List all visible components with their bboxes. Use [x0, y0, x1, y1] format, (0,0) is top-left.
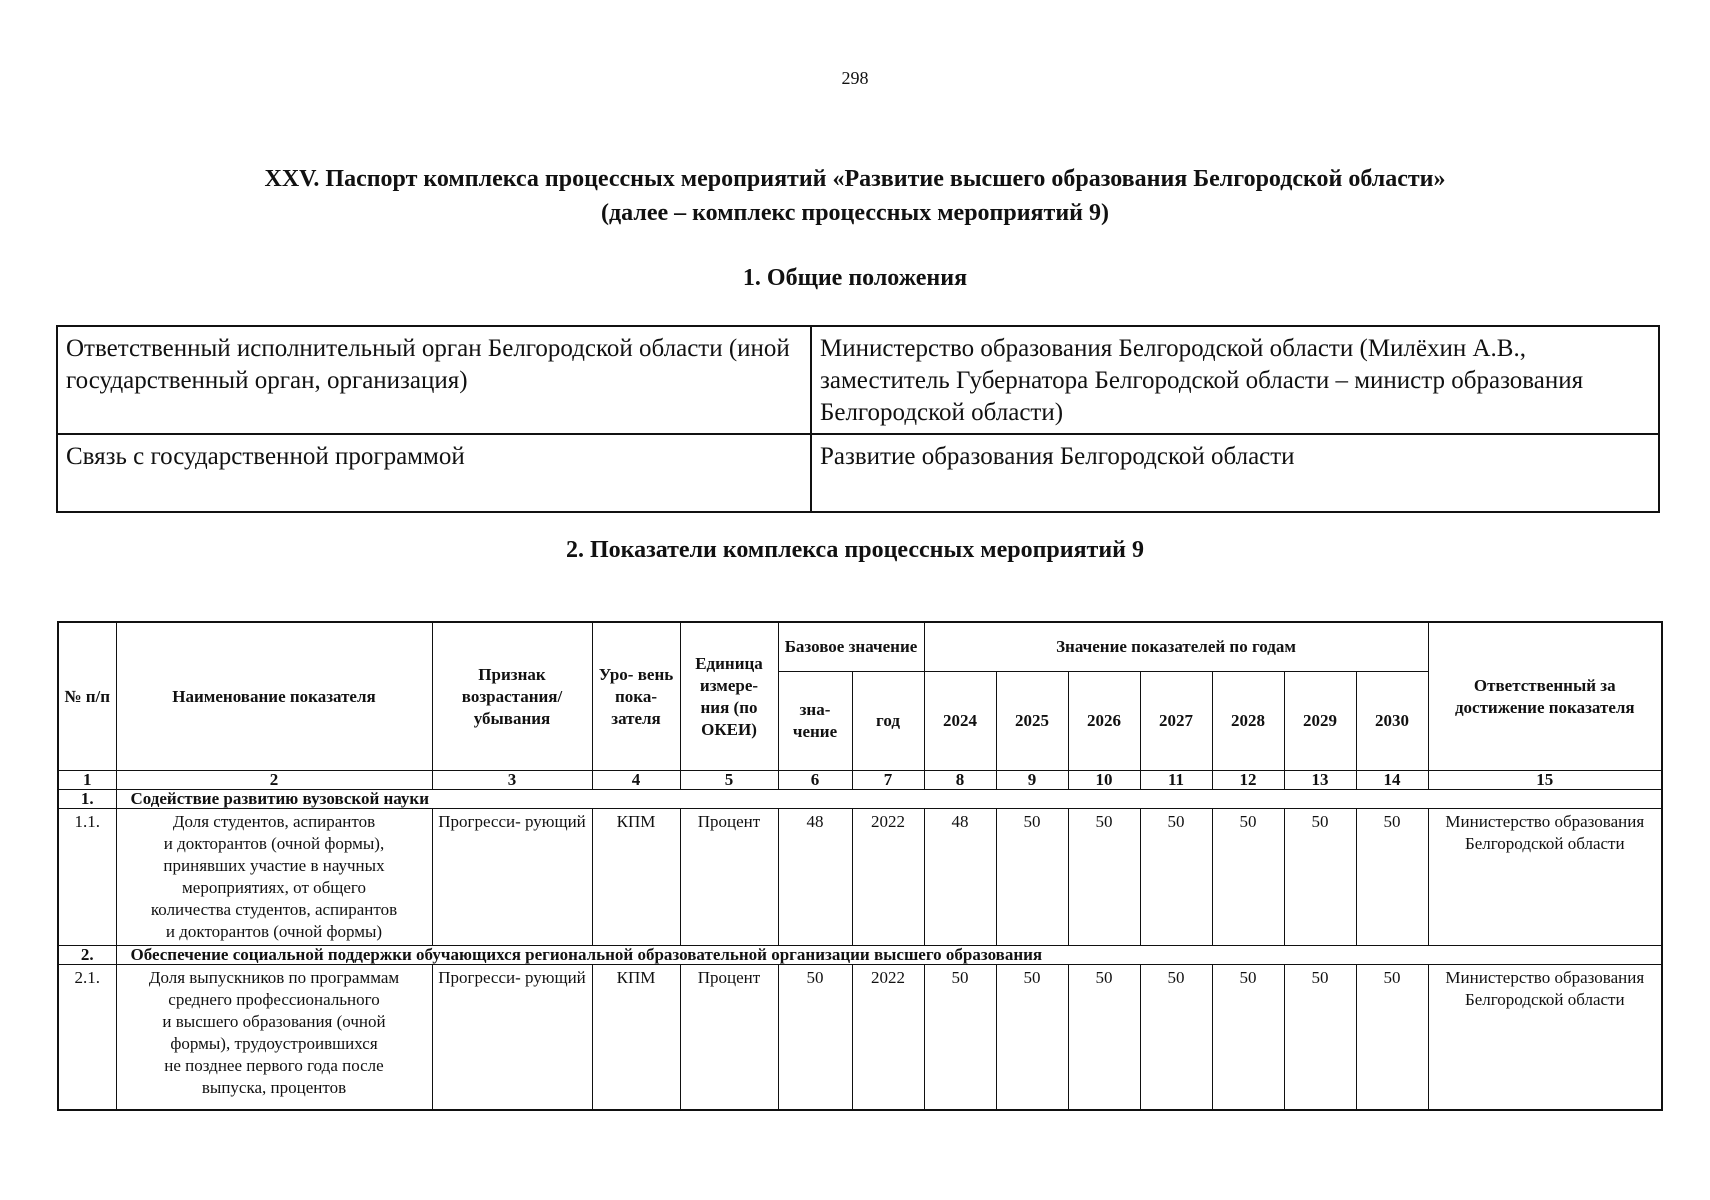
column-number: 2 [116, 771, 432, 790]
header-num: № п/п [58, 622, 116, 771]
table-row [58, 809, 1662, 946]
year-value: 50 [1356, 809, 1428, 946]
indicator-name-line: формы), трудоустроившихся [170, 1034, 378, 1053]
section-number: 2. [58, 946, 116, 965]
base-year: 2022 [852, 965, 924, 1111]
year-value: 50 [1356, 965, 1428, 1111]
header-year: 2026 [1068, 672, 1140, 771]
header-base-value: зна- чение [778, 672, 852, 771]
header-level: Уро- вень пока- зателя [592, 622, 680, 771]
indicator-name-line: Доля студентов, аспирантов [172, 812, 376, 831]
column-number: 3 [432, 771, 592, 790]
program-link-label: Связь с государственной программой [57, 434, 811, 512]
section-row [58, 790, 1662, 809]
column-number: 14 [1356, 771, 1428, 790]
base-year: 2022 [852, 809, 924, 946]
indicator-name-line: среднего профессионального [168, 990, 380, 1009]
column-number: 12 [1212, 771, 1284, 790]
section-title: Обеспечение социальной поддержки обучающихся региональной образовательной организации высшего образования [116, 946, 1662, 965]
header-years-group: Значение показателей по годам [924, 622, 1428, 672]
responsible-body-value: Министерство образования Белгородской области (Милёхин А.В., заместитель Губернатора Белгородской области – министр образования Белгородской области) [811, 326, 1659, 434]
indicator-name-line: и докторантов (очной формы), [163, 834, 385, 853]
section-title: Содействие развитию вузовской науки [116, 790, 1662, 809]
row-number: 2.1. [58, 965, 116, 1111]
column-number: 5 [680, 771, 778, 790]
indicator-sign: Прогресси- рующий [432, 965, 592, 1111]
header-year: 2028 [1212, 672, 1284, 771]
year-value: 50 [1212, 965, 1284, 1111]
page-title [0, 162, 1710, 230]
indicator-name [116, 965, 432, 1111]
table-header-row [58, 622, 1662, 672]
column-number: 6 [778, 771, 852, 790]
header-sign: Признак возрастания/ убывания [432, 622, 592, 771]
indicator-name-line: выпуска, процентов [201, 1078, 347, 1097]
indicator-name-line: и высшего образования (очной [162, 1012, 386, 1031]
table-row [57, 434, 1659, 512]
year-value: 50 [1212, 809, 1284, 946]
column-number: 9 [996, 771, 1068, 790]
year-value: 50 [1068, 965, 1140, 1111]
year-value: 50 [1284, 809, 1356, 946]
table-row [57, 326, 1659, 434]
year-value: 48 [924, 809, 996, 946]
header-year: 2024 [924, 672, 996, 771]
page-title-line-2: (далее – комплекс процессных мероприятий 9) [601, 200, 1109, 226]
year-value: 50 [1140, 809, 1212, 946]
indicator-name-line: не позднее первого года после [164, 1056, 384, 1075]
page-title-line-1: XXV. Паспорт комплекса процессных мероприятий «Развитие высшего образования Белгородской области» [264, 166, 1446, 192]
indicators-table [57, 621, 1663, 1111]
indicator-name-line: и докторантов (очной формы) [165, 922, 383, 941]
indicator-level: КПМ [592, 965, 680, 1111]
indicator-name-line: количества студентов, аспирантов [150, 900, 398, 919]
header-year: 2029 [1284, 672, 1356, 771]
header-year: 2025 [996, 672, 1068, 771]
table-row [58, 965, 1662, 1111]
indicator-level: КПМ [592, 809, 680, 946]
responsible: Министерство образования Белгородской области [1428, 809, 1662, 946]
year-value: 50 [996, 965, 1068, 1111]
column-number: 4 [592, 771, 680, 790]
column-number: 13 [1284, 771, 1356, 790]
section-row [58, 946, 1662, 965]
page-number: 298 [841, 68, 869, 88]
header-responsible: Ответственный за достижение показателя [1428, 622, 1662, 771]
program-link-value: Развитие образования Белгородской области [811, 434, 1659, 512]
section-number: 1. [58, 790, 116, 809]
header-name: Наименование показателя [116, 622, 432, 771]
header-unit: Единица измере- ния (по ОКЕИ) [680, 622, 778, 771]
year-value: 50 [924, 965, 996, 1111]
indicator-name [116, 809, 432, 946]
indicator-name-line: мероприятиях, от общего [182, 878, 366, 897]
base-value: 50 [778, 965, 852, 1111]
column-number: 11 [1140, 771, 1212, 790]
base-value: 48 [778, 809, 852, 946]
column-number: 1 [58, 771, 116, 790]
responsible: Министерство образования Белгородской области [1428, 965, 1662, 1111]
responsible-body-label: Ответственный исполнительный орган Белгородской области (иной государственный орган, организация) [57, 326, 811, 434]
year-value: 50 [996, 809, 1068, 946]
indicator-sign: Прогресси- рующий [432, 809, 592, 946]
indicator-unit: Процент [680, 809, 778, 946]
general-provisions-table [56, 325, 1660, 513]
indicator-name-line: Доля выпускников по программам [148, 968, 400, 987]
indicator-name-line: принявших участие в научных [163, 856, 385, 875]
year-value: 50 [1068, 809, 1140, 946]
header-year: 2027 [1140, 672, 1212, 771]
column-numbers-row [58, 771, 1662, 790]
year-value: 50 [1284, 965, 1356, 1111]
header-base: Базовое значение [778, 622, 924, 672]
section-1-heading: 1. Общие положения [742, 265, 968, 291]
column-number: 10 [1068, 771, 1140, 790]
column-number: 15 [1428, 771, 1662, 790]
indicator-unit: Процент [680, 965, 778, 1111]
header-base-year: год [852, 672, 924, 771]
column-number: 7 [852, 771, 924, 790]
section-2-heading: 2. Показатели комплекса процессных мероприятий 9 [565, 537, 1144, 563]
column-number: 8 [924, 771, 996, 790]
row-number: 1.1. [58, 809, 116, 946]
year-value: 50 [1140, 965, 1212, 1111]
header-year: 2030 [1356, 672, 1428, 771]
